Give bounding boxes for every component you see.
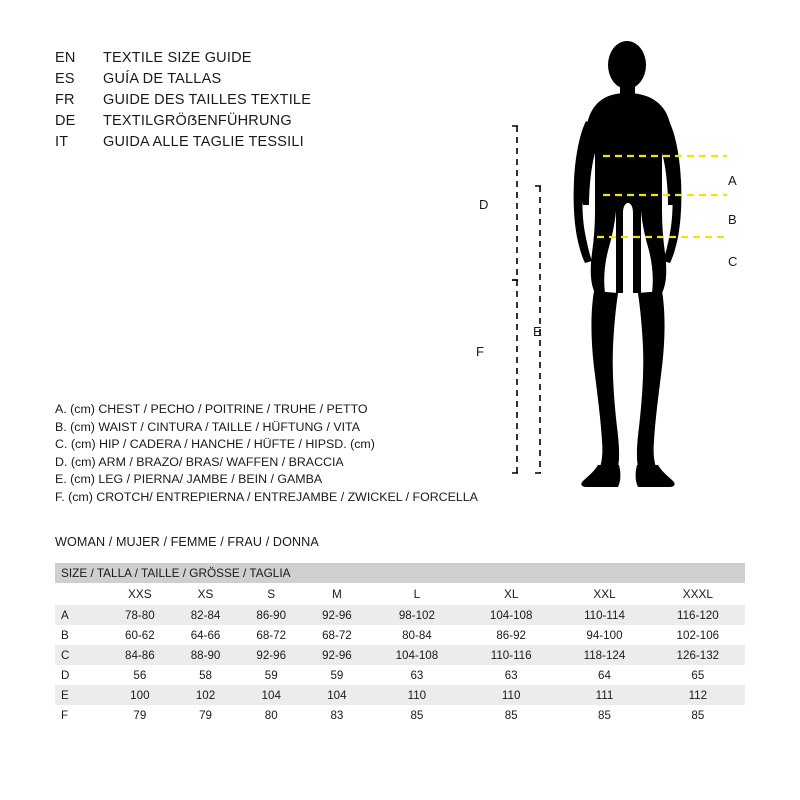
cell-e-m: 104 — [304, 685, 370, 705]
cell-b-xxs: 60-62 — [107, 625, 173, 645]
size-table — [55, 563, 745, 725]
title-block — [55, 50, 475, 155]
cell-c-l: 104-108 — [370, 645, 464, 665]
title-row-fr — [55, 92, 475, 113]
row-label-c: C — [55, 645, 107, 665]
table-row — [55, 665, 745, 685]
legend-block — [55, 401, 525, 506]
cell-f-xxl: 85 — [558, 705, 650, 725]
title-lang-fr: FR — [55, 92, 75, 108]
col-header-l: L — [370, 583, 464, 605]
cell-d-xxxl: 65 — [651, 665, 745, 685]
title-row-de — [55, 113, 475, 134]
cell-c-s: 92-96 — [238, 645, 304, 665]
title-text-de: TEXTILGRÖẞENFÜHRUNG — [103, 113, 292, 129]
size-table-wrap — [55, 563, 745, 725]
cell-d-s: 59 — [238, 665, 304, 685]
cell-d-xl: 63 — [464, 665, 558, 685]
title-text-fr: GUIDE DES TAILLES TEXTILE — [103, 92, 312, 108]
cell-b-l: 80-84 — [370, 625, 464, 645]
legend-item-b: B. (cm) WAIST / CINTURA / TAILLE / HÜFTUNG / VITA — [55, 419, 360, 434]
title-text-it: GUIDA ALLE TAGLIE TESSILI — [103, 134, 304, 150]
female-silhouette-icon — [574, 41, 682, 487]
title-lang-en: EN — [55, 50, 76, 66]
cell-a-m: 92-96 — [304, 605, 370, 625]
table-row — [55, 645, 745, 665]
cell-e-xxs: 100 — [107, 685, 173, 705]
cell-e-l: 110 — [370, 685, 464, 705]
cell-c-xxxl: 126-132 — [651, 645, 745, 665]
col-header-s: S — [238, 583, 304, 605]
cell-d-m: 59 — [304, 665, 370, 685]
cell-f-xxxl: 85 — [651, 705, 745, 725]
cell-b-xl: 86-92 — [464, 625, 558, 645]
cell-f-s: 80 — [238, 705, 304, 725]
cell-a-xs: 82-84 — [173, 605, 239, 625]
title-lang-es: ES — [55, 71, 75, 87]
col-header-m: M — [304, 583, 370, 605]
table-row — [55, 625, 745, 645]
col-header-xxl: XXL — [558, 583, 650, 605]
title-lang-de: DE — [55, 113, 76, 129]
cell-b-xs: 64-66 — [173, 625, 239, 645]
col-header-xxs: XXS — [107, 583, 173, 605]
title-row-it — [55, 134, 475, 155]
cell-e-xxxl: 112 — [651, 685, 745, 705]
cell-f-m: 83 — [304, 705, 370, 725]
cell-f-l: 85 — [370, 705, 464, 725]
label-c: C — [728, 254, 738, 269]
cell-a-xxl: 110-114 — [558, 605, 650, 625]
col-header-xxxl: XXXL — [651, 583, 745, 605]
cell-e-xl: 110 — [464, 685, 558, 705]
row-label-d: D — [55, 665, 107, 685]
cell-b-xxl: 94-100 — [558, 625, 650, 645]
table-row — [55, 605, 745, 625]
title-lang-it: IT — [55, 134, 69, 150]
cell-a-s: 86-90 — [238, 605, 304, 625]
cell-c-m: 92-96 — [304, 645, 370, 665]
cell-a-xxxl: 116-120 — [651, 605, 745, 625]
col-header-blank — [55, 583, 107, 605]
cell-d-l: 63 — [370, 665, 464, 685]
label-f: F — [476, 344, 484, 359]
label-e: E — [533, 324, 542, 339]
cell-b-m: 68-72 — [304, 625, 370, 645]
title-row-en — [55, 50, 475, 71]
cell-e-s: 104 — [238, 685, 304, 705]
row-label-b: B — [55, 625, 107, 645]
cell-d-xxs: 56 — [107, 665, 173, 685]
legend-item-f: F. (cm) CROTCH/ ENTREPIERNA / ENTREJAMBE / ZWICKEL / FORCELLA — [55, 489, 478, 504]
title-text-en: TEXTILE SIZE GUIDE — [103, 50, 252, 66]
col-header-xl: XL — [464, 583, 558, 605]
row-label-a: A — [55, 605, 107, 625]
label-a: A — [728, 173, 737, 188]
cell-b-s: 68-72 — [238, 625, 304, 645]
title-text-es: GUÍA DE TALLAS — [103, 71, 222, 87]
legend-item-c: C. (cm) HIP / CADERA / HANCHE / HÜFTE / HIPSD. (cm) — [55, 437, 375, 451]
gender-label: WOMAN / MUJER / FEMME / FRAU / DONNA — [55, 535, 319, 549]
cell-c-xl: 110-116 — [464, 645, 558, 665]
label-b: B — [728, 212, 737, 227]
row-label-e: E — [55, 685, 107, 705]
cell-f-xl: 85 — [464, 705, 558, 725]
cell-c-xxs: 84-86 — [107, 645, 173, 665]
cell-e-xxl: 111 — [558, 685, 650, 705]
label-d: D — [479, 197, 489, 212]
cell-d-xs: 58 — [173, 665, 239, 685]
legend-item-d: D. (cm) ARM / BRAZO/ BRAS/ WAFFEN / BRACCIA — [55, 454, 344, 469]
cell-f-xs: 79 — [173, 705, 239, 725]
cell-b-xxxl: 102-106 — [651, 625, 745, 645]
title-row-es — [55, 71, 475, 92]
cell-e-xs: 102 — [173, 685, 239, 705]
col-header-xs: XS — [173, 583, 239, 605]
cell-a-l: 98-102 — [370, 605, 464, 625]
legend-item-e: E. (cm) LEG / PIERNA/ JAMBE / BEIN / GAMBA — [55, 472, 323, 486]
table-header-row — [55, 583, 745, 605]
table-band-row — [55, 563, 745, 583]
table-row — [55, 705, 745, 725]
cell-d-xxl: 64 — [558, 665, 650, 685]
row-label-f: F — [55, 705, 107, 725]
table-row — [55, 685, 745, 705]
cell-c-xxl: 118-124 — [558, 645, 650, 665]
cell-a-xxs: 78-80 — [107, 605, 173, 625]
cell-c-xs: 88-90 — [173, 645, 239, 665]
arm-measure-bracket — [512, 126, 522, 280]
cell-f-xxs: 79 — [107, 705, 173, 725]
table-band-label: SIZE / TALLA / TAILLE / GRÖSSE / TAGLIA — [55, 563, 745, 583]
cell-a-xl: 104-108 — [464, 605, 558, 625]
legend-item-a: A. (cm) CHEST / PECHO / POITRINE / TRUHE / PETTO — [55, 402, 368, 416]
